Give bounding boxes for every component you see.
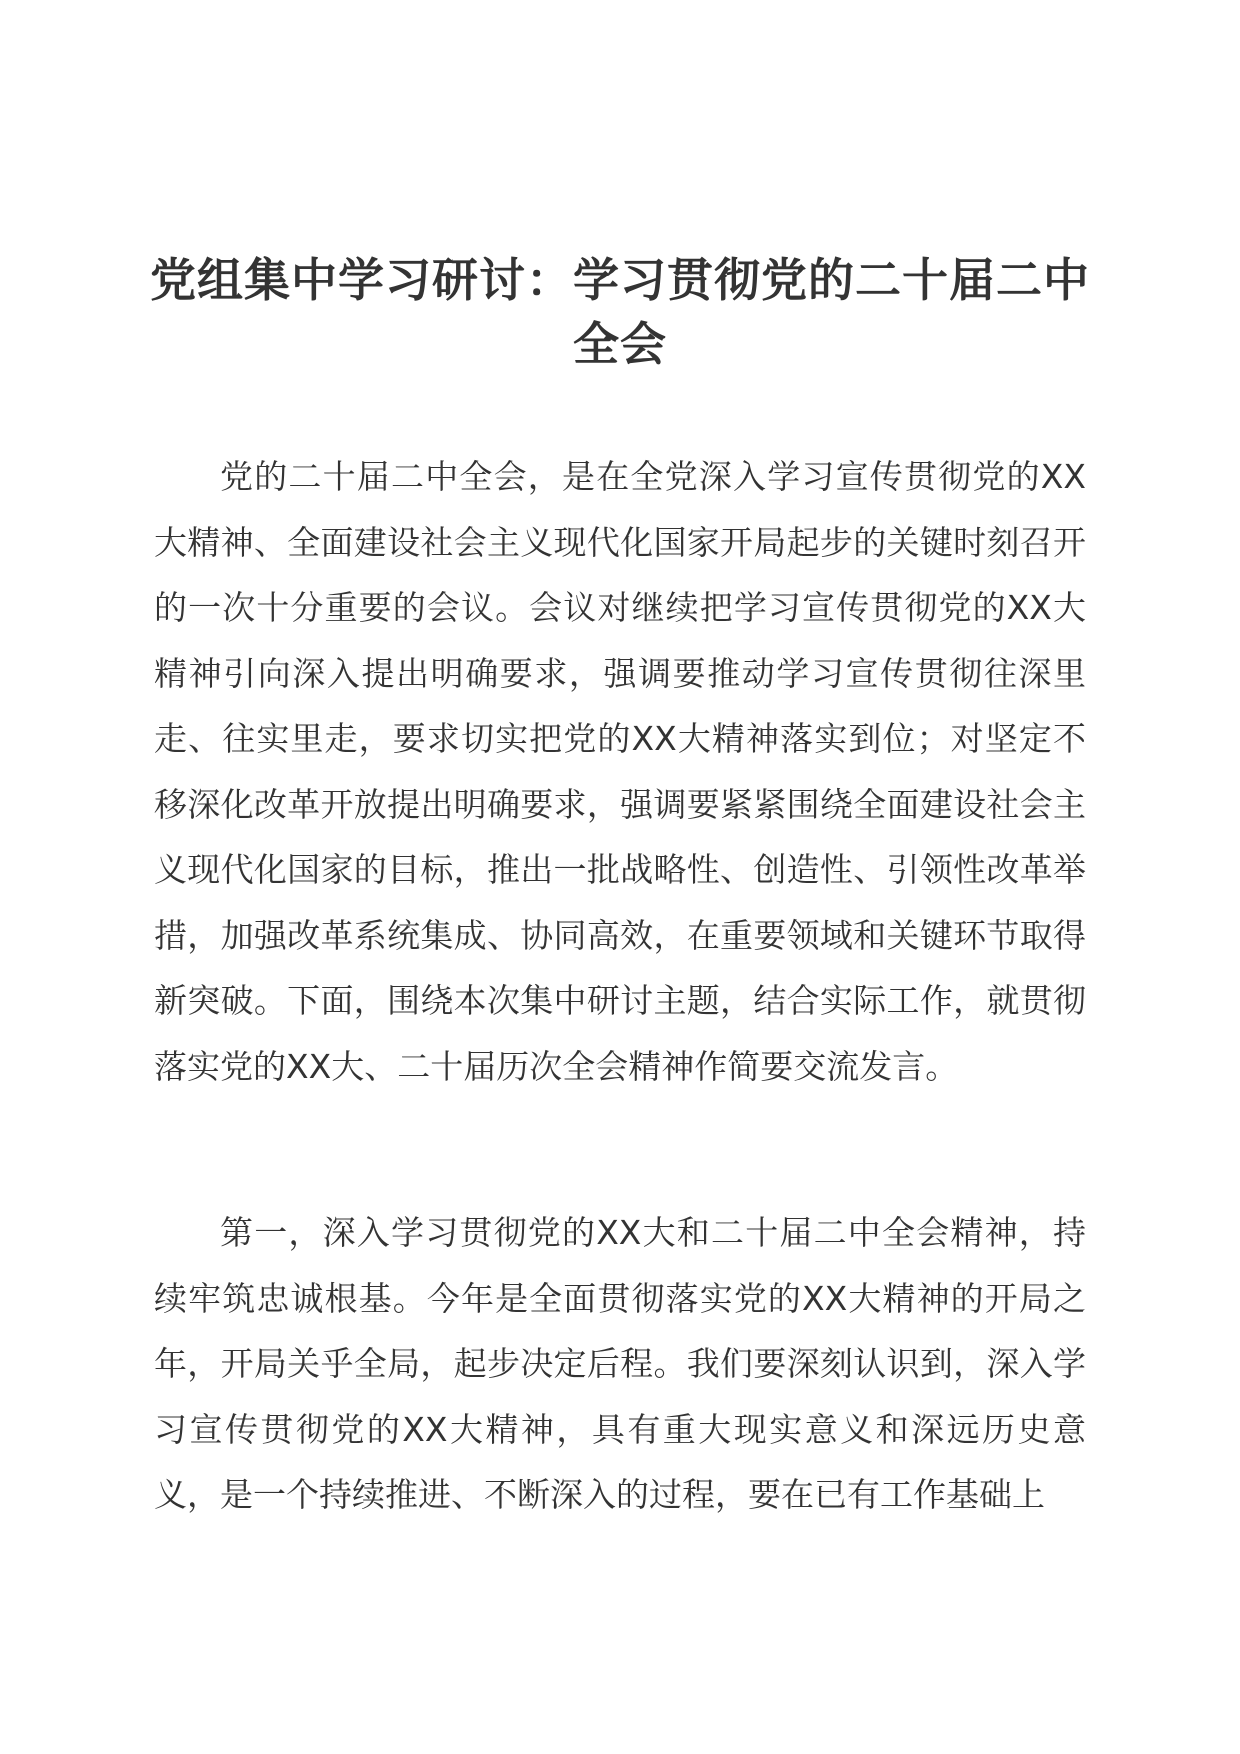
body-paragraph: 党的二十届二中全会，是在全党深入学习宣传贯彻党的XX大精神、全面建设社会主义现代化国家开局起步的关键时刻召开的一次十分重要的会议。会议对继续把学习宣传贯彻党的XX大精神引向深入提出明确要求，强调要推动学习宣传贯彻往深里走、往实里走，要求切实把党的XX大精神落实到位；对坚定不移深化改革开放提出明确要求，强调要紧紧围绕全面建设社会主义现代化国家的目标，推出一批战略性、创造性、引领性改革举措，加强改革系统集成、协同高效，在重要领域和关键环节取得新突破。下面，围绕本次集中研讨主题，结合实际工作，就贯彻落实党的XX大、二十届历次全会精神作简要交流发言。 bbox=[154, 457, 1086, 1086]
body-paragraph: 第一，深入学习贯彻党的XX大和二十届二中全会精神，持续牢筑忠诚根基。今年是全面贯彻落实党的XX大精神的开局之年，开局关乎全局，起步决定后程。我们要深刻认识到，深入学习宣传贯彻党的XX大精神，具有重大现实意义和深远历史意义，是一个持续推进、不断深入的过程，要在已有工作基础上 bbox=[154, 1213, 1086, 1514]
document-title: 党组集中学习研讨：学习贯彻党的二十届二中全会 bbox=[150, 253, 1090, 371]
